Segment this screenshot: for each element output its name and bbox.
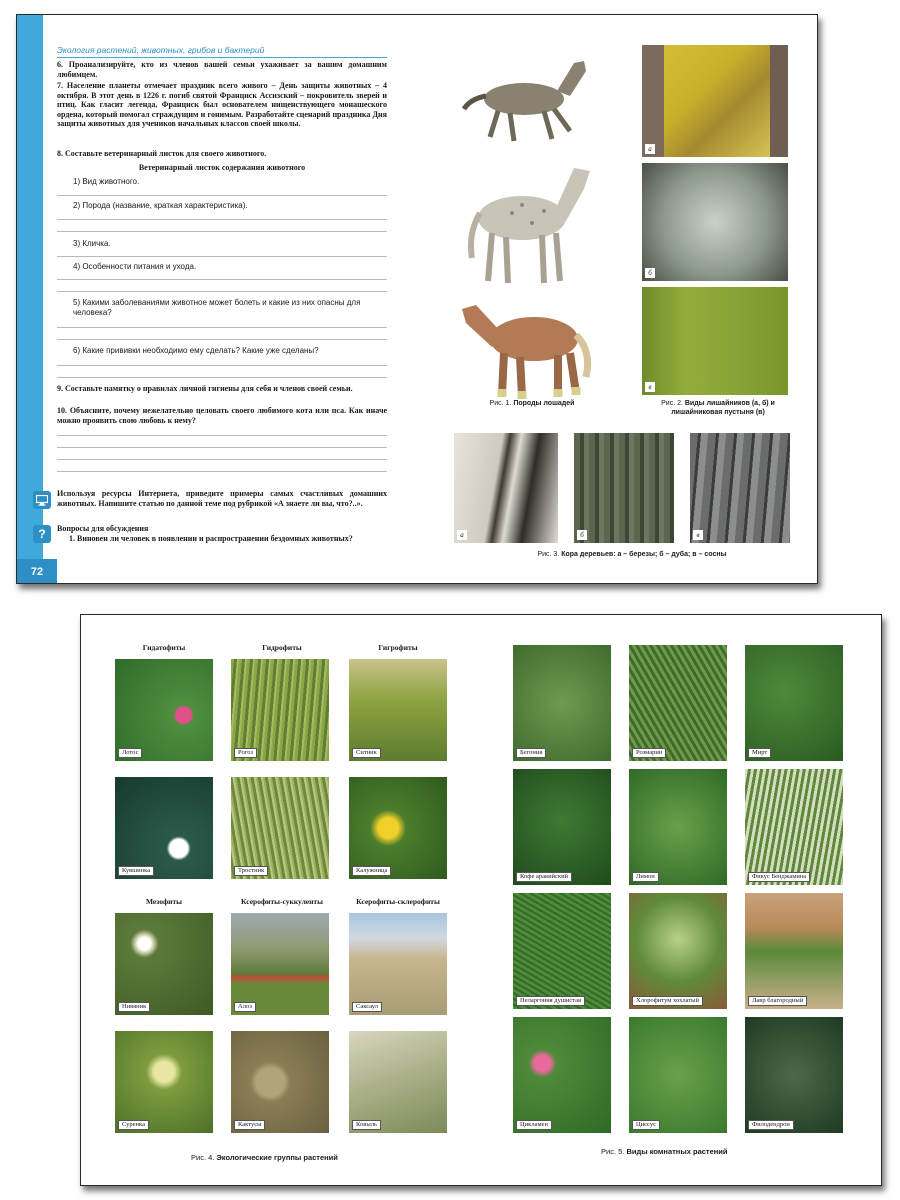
fig-4-caption: Рис. 4. Экологические группы растений xyxy=(191,1153,338,1162)
answer-line xyxy=(57,219,387,220)
monitor-icon xyxy=(33,491,51,509)
horse-photo-2 xyxy=(452,153,602,288)
photo-letter: а xyxy=(645,144,655,154)
lichen-photo-a xyxy=(642,45,788,157)
group-title: Ксерофиты-суккуленты xyxy=(241,897,323,906)
discussion-item: 1. Виновен ли человек в появлении и распространении бездомных животных? xyxy=(69,534,353,543)
form-title: Ветеринарный листок содержания животного xyxy=(138,163,306,172)
photo-letter: в xyxy=(693,530,703,540)
indoor-plant-photo: Филодендрон xyxy=(745,1017,843,1133)
indoor-plant-photo: Лимон xyxy=(629,769,727,885)
page-73 xyxy=(412,15,818,584)
indoor-plant-photo: Бегония xyxy=(513,645,611,761)
answer-line xyxy=(57,256,387,257)
plant-photo: Алоэ xyxy=(231,913,329,1015)
textbook-spread-bottom xyxy=(80,614,882,1186)
indoor-plant-photo: Фикус Бенджамина xyxy=(745,769,843,885)
answer-line xyxy=(57,435,387,436)
bark-photo-pine xyxy=(690,433,790,543)
task-8: 8. Составьте ветеринарный листок для своего животного. xyxy=(57,149,267,158)
answer-line xyxy=(57,279,387,280)
indoor-plant-photo: Цикламен xyxy=(513,1017,611,1133)
lichen-photo-v xyxy=(642,287,788,395)
internet-task: Используя ресурсы Интернета, приведите примеры самых счастливых домашних животных. Напишите статью по данной теме под рубрикой «А знаете ли вы, что?..». xyxy=(57,489,387,508)
photo-letter: а xyxy=(457,530,467,540)
indoor-plant-photo: Циссус xyxy=(629,1017,727,1133)
chapter-header: Экология растений, животных, грибов и бактерий xyxy=(57,45,387,58)
lichen-photo-b xyxy=(642,163,788,281)
indoor-plant-photo: Кофе аравийский xyxy=(513,769,611,885)
fig-1-caption: Рис. 1. Породы лошадей xyxy=(489,400,575,407)
plant-photo: Ковыль xyxy=(349,1031,447,1133)
question-icon: ? xyxy=(33,525,51,543)
form-item: 4) Особенности питания и ухода. xyxy=(73,262,197,271)
plant-photo: Кувшинка xyxy=(115,777,213,879)
plant-photo: Саксаул xyxy=(349,913,447,1015)
page-72 xyxy=(17,15,402,584)
answer-line xyxy=(57,231,387,232)
page-number: 72 xyxy=(17,559,57,584)
group-title: Ксерофиты-склерофиты xyxy=(356,897,440,906)
group-title: Гигрофиты xyxy=(378,643,418,652)
task-9: 9. Составьте памятку о правилах личной гигиены для себя и членов своей семьи. xyxy=(57,384,353,393)
indoor-plant-photo: Розмарин xyxy=(629,645,727,761)
group-title: Гидрофиты xyxy=(262,643,302,652)
answer-line xyxy=(57,291,387,292)
photo-letter: б xyxy=(645,268,655,278)
answer-line xyxy=(57,471,387,472)
answer-line xyxy=(57,365,387,366)
plant-photo: Рогоз xyxy=(231,659,329,761)
plant-photo: Суренка xyxy=(115,1031,213,1133)
bark-photo-oak xyxy=(574,433,674,543)
horse-photo-1 xyxy=(452,41,602,146)
group-title: Мезофиты xyxy=(145,897,183,906)
answer-line xyxy=(57,195,387,196)
answer-line xyxy=(57,377,387,378)
task-10: 10. Объясните, почему нежелательно целовать своего любимого кота или пса. Как иначе можно проявить свою любовь к нему? xyxy=(57,406,387,425)
answer-line xyxy=(57,339,387,340)
form-item: 1) Вид животного. xyxy=(73,177,140,186)
fig-2-caption: Рис. 2. Виды лишайников (а, б) и лишайниковая пустыня (в) xyxy=(661,400,775,416)
plant-photo: Кактусы xyxy=(231,1031,329,1133)
photo-letter: б xyxy=(577,530,587,540)
task-6: 6. Проанализируйте, кто из членов вашей семьи ухаживает за вашим домашним любимцем. xyxy=(57,60,387,79)
task-7: 7. Население планеты отмечает праздник всего живого – День защиты животных – 4 октября. В этот день в 1226 г. погиб святой Франциск Ассизский – покровитель зверей и птиц. Как гласит легенда, Франциск был основателем нищенствующего монашеского ордена, который помогал страждущим и гонимым. Разработайте сценарий праздника Дня защиты животных для учеников начальных классов своей школы. xyxy=(57,81,387,129)
plant-photo: Калужница xyxy=(349,777,447,879)
textbook-spread-top xyxy=(16,14,818,584)
horse-photo-3 xyxy=(452,291,602,401)
bark-photo-birch xyxy=(454,433,558,543)
fig-5-caption: Рис. 5. Виды комнатных растений xyxy=(601,1147,728,1156)
answer-line xyxy=(57,327,387,328)
form-item: 5) Какими заболеваниями животное может болеть и какие из них опасны для человека? xyxy=(73,298,361,317)
plant-photo: Ситник xyxy=(349,659,447,761)
answer-line xyxy=(57,459,387,460)
plant-photo: Нивяник xyxy=(115,913,213,1015)
indoor-plant-photo: Пеларгония душистая xyxy=(513,893,611,1009)
indoor-plant-photo: Мирт xyxy=(745,645,843,761)
fig-3-caption: Рис. 3. Кора деревьев: а – березы; б – дуба; в – сосны xyxy=(537,551,727,558)
form-item: 3) Кличка. xyxy=(73,239,111,248)
form-item: 2) Порода (название, краткая характеристика). xyxy=(73,201,248,210)
group-title: Гидатофиты xyxy=(142,643,186,652)
indoor-plant-photo: Лавр благородный xyxy=(745,893,843,1009)
form-item: 6) Какие прививки необходимо ему сделать? Какие уже сделаны? xyxy=(73,346,319,355)
photo-letter: в xyxy=(645,382,655,392)
plant-photo: Лотос xyxy=(115,659,213,761)
answer-line xyxy=(57,447,387,448)
plant-photo: Тростник xyxy=(231,777,329,879)
indoor-plant-photo: Хлорофитум хохлатый xyxy=(629,893,727,1009)
discussion-title: Вопросы для обсуждения xyxy=(57,524,149,533)
